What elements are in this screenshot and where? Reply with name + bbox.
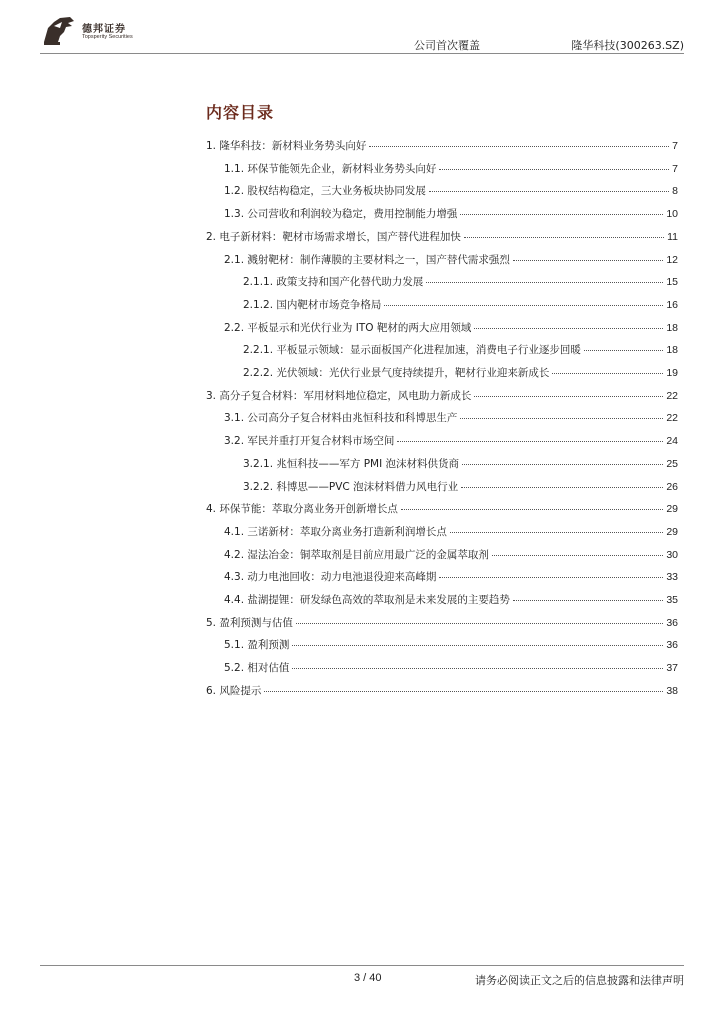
toc-leader-dots <box>513 600 663 601</box>
toc-entry[interactable] <box>224 524 678 546</box>
toc-entry-label: 3. 高分子复合材料：军用材料地位稳定，风电助力新成长 <box>206 389 472 402</box>
toc-entry[interactable] <box>224 161 678 183</box>
toc-entry[interactable] <box>224 637 678 659</box>
toc-entry-label: 3.1. 公司高分子复合材料由兆恒科技和科博思生产 <box>224 412 458 425</box>
toc-entry-label: 4. 环保节能：萃取分离业务开创新增长点 <box>206 503 398 516</box>
toc-entry[interactable] <box>224 320 678 342</box>
toc-leader-dots <box>460 418 663 419</box>
toc-leader-dots <box>439 169 669 170</box>
toc-entry-page: 22 <box>666 389 678 402</box>
toc-entry[interactable] <box>243 274 678 296</box>
toc-leader-dots <box>461 487 663 488</box>
toc-entry-label: 4.3. 动力电池回收：动力电池退役迎来高峰期 <box>224 571 437 584</box>
footer-disclaimer: 请务必阅读正文之后的信息披露和法律声明 <box>475 974 684 987</box>
toc-leader-dots <box>429 191 669 192</box>
toc-entry-label: 5. 盈利预测与估值 <box>206 616 293 629</box>
toc-entry-page: 29 <box>666 525 678 538</box>
toc-entry[interactable] <box>243 342 678 364</box>
toc-entry[interactable] <box>224 433 678 455</box>
toc-entry-label: 3.2.1. 兆恒科技——军方 PMI 泡沫材料供货商 <box>243 457 460 470</box>
company-logo <box>40 14 180 46</box>
toc-entry-page: 12 <box>666 253 678 266</box>
toc-entry-label: 1.2. 股权结构稳定，三大业务板块协同发展 <box>224 185 426 198</box>
page-header <box>40 10 684 54</box>
toc-leader-dots <box>292 645 663 646</box>
toc-entry-page: 7 <box>672 140 678 152</box>
toc-leader-dots <box>552 373 663 374</box>
logo-english-name: Topsperity Securities <box>82 34 133 40</box>
toc-entry-page: 37 <box>666 662 678 675</box>
toc-entry-label: 3.2. 军民并重打开复合材料市场空间 <box>224 435 395 448</box>
report-type: 公司首次覆盖 <box>414 39 480 52</box>
toc-leader-dots <box>450 532 663 533</box>
toc-leader-dots <box>426 282 663 283</box>
toc-entry[interactable] <box>224 660 678 682</box>
toc-title: 内容目录 <box>206 103 275 122</box>
toc-entry-label: 2.1.2. 国内靶材市场竞争格局 <box>243 298 382 311</box>
toc-entry[interactable] <box>206 501 678 523</box>
toc-leader-dots <box>384 305 663 306</box>
toc-leader-dots <box>474 328 663 329</box>
toc-entry-label: 1. 隆华科技：新材料业务势头向好 <box>206 140 367 152</box>
toc-entry[interactable] <box>206 388 678 410</box>
toc-entry-page: 15 <box>666 276 678 289</box>
toc-entry-page: 18 <box>666 321 678 334</box>
toc-leader-dots <box>464 237 664 238</box>
toc-leader-dots <box>292 668 663 669</box>
toc-entry-page: 35 <box>666 594 678 606</box>
toc-entry-page: 30 <box>666 548 678 561</box>
toc-entry[interactable] <box>206 229 678 251</box>
toc-entry-page: 18 <box>666 344 678 357</box>
logo-mark-icon <box>40 14 78 46</box>
toc-entry-label: 2.1.1. 政策支持和国产化替代助力发展 <box>243 276 424 289</box>
toc-entry-label: 3.2.2. 科博思——PVC 泡沫材料借力风电行业 <box>243 480 459 493</box>
toc-entry[interactable] <box>224 410 678 432</box>
toc-leader-dots <box>513 260 663 261</box>
toc-leader-dots <box>474 396 663 397</box>
toc-entry-label: 2.2.2. 光伏领域：光伏行业景气度持续提升，靶材行业迎来新成长 <box>243 367 550 379</box>
toc-entry-page: 26 <box>666 480 678 493</box>
toc-entry-page: 10 <box>666 208 678 221</box>
toc-entry-label: 1.1. 环保节能领先企业，新材料业务势头向好 <box>224 162 437 175</box>
toc-entry-page: 16 <box>666 298 678 311</box>
toc-entry[interactable] <box>224 569 678 591</box>
toc-entry-label: 5.2. 相对估值 <box>224 662 290 675</box>
toc-entry-page: 8 <box>672 185 678 198</box>
toc-entry-page: 29 <box>666 503 678 516</box>
toc-entry-label: 1.3. 公司营收和利润较为稳定，费用控制能力增强 <box>224 208 458 221</box>
toc-leader-dots <box>264 691 663 692</box>
toc-entry[interactable] <box>224 183 678 205</box>
toc-entry-page: 19 <box>666 367 678 379</box>
toc-leader-dots <box>296 623 663 624</box>
toc-leader-dots <box>397 441 663 442</box>
toc-entry[interactable] <box>243 365 678 387</box>
toc-entry[interactable] <box>224 206 678 228</box>
toc-entry-page: 7 <box>672 162 678 175</box>
toc-entry[interactable] <box>224 592 678 614</box>
toc-leader-dots <box>462 464 663 465</box>
toc-entry-page: 36 <box>666 616 678 629</box>
stock-name: 隆华科技(300263.SZ) <box>571 39 684 52</box>
toc-entry-page: 22 <box>666 412 678 425</box>
toc-entry-page: 38 <box>666 684 678 697</box>
toc-leader-dots <box>492 555 663 556</box>
header-divider <box>40 53 684 54</box>
toc-entry-label: 2. 电子新材料：靶材市场需求增长，国产替代进程加快 <box>206 230 461 243</box>
toc-entry[interactable] <box>206 138 678 160</box>
toc-entry[interactable] <box>224 547 678 569</box>
toc-entry-page: 25 <box>666 457 678 470</box>
toc-entry-label: 4.1. 三诺新材：萃取分离业务打造新利润增长点 <box>224 525 447 538</box>
toc-entry[interactable] <box>206 615 678 637</box>
logo-chinese-name: 德邦证券 <box>82 24 126 35</box>
toc-leader-dots <box>369 146 669 147</box>
toc-entry-page: 33 <box>666 571 678 584</box>
toc-entry-label: 5.1. 盈利预测 <box>224 639 290 652</box>
toc-entry-label: 2.1. 溅射靶材：制作薄膜的主要材料之一，国产替代需求强烈 <box>224 253 510 266</box>
toc-entry-page: 11 <box>667 230 678 243</box>
toc-entry[interactable] <box>243 456 678 478</box>
toc-entry[interactable] <box>243 297 678 319</box>
toc-entry-label: 2.2.1. 平板显示领域：显示面板国产化进程加速，消费电子行业逐步回暖 <box>243 344 581 357</box>
footer-divider <box>40 965 684 966</box>
toc-entry-label: 4.2. 湿法冶金：铜萃取剂是目前应用最广泛的金属萃取剂 <box>224 548 489 561</box>
page-number: 3 / 40 <box>354 972 382 984</box>
toc-entry-label: 4.4. 盐湖提锂：研发绿色高效的萃取剂是未来发展的主要趋势 <box>224 594 510 606</box>
toc-entry[interactable] <box>206 683 678 705</box>
toc-entry-page: 36 <box>666 639 678 652</box>
toc-entry-label: 6. 风险提示 <box>206 684 262 697</box>
toc-entry-page: 24 <box>666 435 678 448</box>
toc-entry[interactable] <box>224 252 678 274</box>
toc-leader-dots <box>401 509 663 510</box>
toc-leader-dots <box>439 577 663 578</box>
toc-entry-label: 2.2. 平板显示和光伏行业为 ITO 靶材的两大应用领域 <box>224 321 472 334</box>
toc-leader-dots <box>460 214 663 215</box>
toc-entry[interactable] <box>243 479 678 501</box>
toc-leader-dots <box>584 350 663 351</box>
